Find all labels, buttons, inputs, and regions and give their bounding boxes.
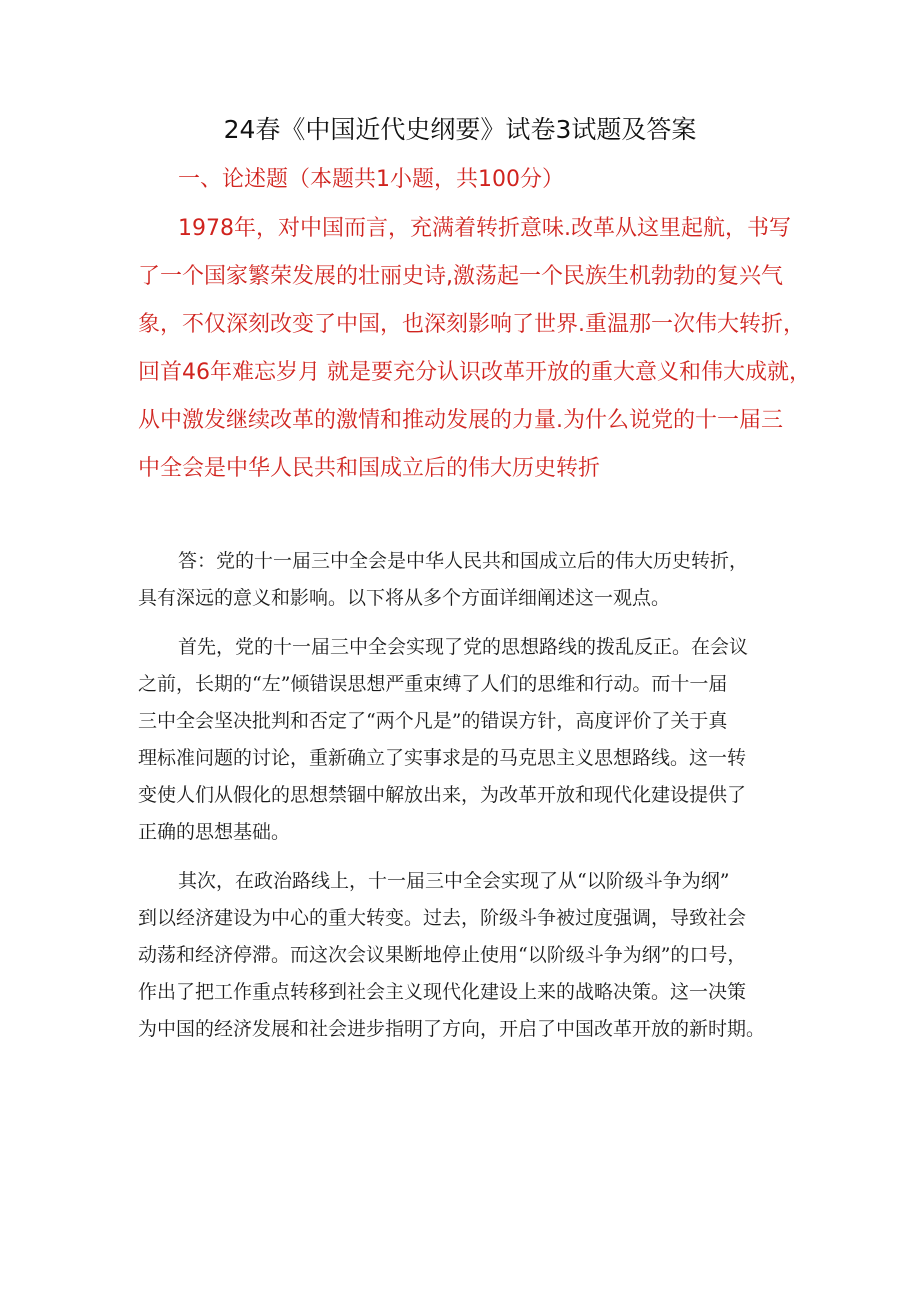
question-line: 象，不仅深刻改变了中国，也深刻影响了世界.重温那一次伟大转折，: [138, 312, 805, 337]
answer-line: 首先，党的十一届三中全会实现了党的思想路线的拨乱反正。在会议: [178, 636, 749, 658]
answer-line: 答：党的十一届三中全会是中华人民共和国成立后的伟大历史转折，: [178, 550, 749, 572]
question-line: 1978年，对中国而言，充满着转折意味.改革从这里起航，书写: [178, 216, 791, 241]
answer-line: 之前，长期的“左”倾错误思想严重束缚了人们的思维和行动。而十一届: [138, 673, 728, 695]
answer-line: 动荡和经济停滞。而这次会议果断地停止使用“以阶级斗争为纲”的口号，: [138, 944, 747, 966]
question-block: [138, 205, 811, 493]
answer-paragraph: [138, 863, 798, 1048]
answer-line: 正确的思想基础。: [138, 821, 291, 843]
answer-line: 其次，在政治路线上，十一届三中全会实现了从“以阶级斗争为纲”: [178, 870, 730, 892]
answer-line: 变使人们从假化的思想禁锢中解放出来，为改革开放和现代化建设提供了: [138, 784, 747, 806]
answer-paragraph: [138, 629, 798, 851]
answer-line: 具有深远的意义和影响。以下将从多个方面详细阐述这一观点。: [138, 587, 671, 609]
answer-line: 为中国的经济发展和社会进步指明了方向，开启了中国改革开放的新时期。: [138, 1018, 766, 1040]
answer-line: 作出了把工作重点转移到社会主义现代化建设上来的战略决策。这一决策: [138, 981, 747, 1003]
answer-block: [138, 543, 798, 1060]
question-line: 从中激发继续改革的激情和推动发展的力量.为什么说党的十一届三: [138, 408, 783, 433]
section-heading: 一、论述题（本题共1小题，共100分）: [178, 167, 564, 192]
question-line: 回首46年难忘岁月 就是要充分认识改革开放的重大意义和伟大成就，: [138, 360, 811, 385]
answer-paragraph: [138, 543, 798, 617]
document-title: 24春《中国近代史纲要》试卷3试题及答案: [223, 115, 697, 144]
answer-line: 理标准问题的讨论，重新确立了实事求是的马克思主义思想路线。这一转: [138, 747, 747, 769]
question-line: 中全会是中华人民共和国成立后的伟大历史转折: [138, 456, 601, 481]
question-line: 了一个国家繁荣发展的壮丽史诗,激荡起一个民族生机勃勃的复兴气: [138, 264, 783, 289]
answer-line: 三中全会坚决批判和否定了“两个凡是”的错误方针，高度评价了关于真: [138, 710, 728, 732]
answer-line: 到以经济建设为中心的重大转变。过去，阶级斗争被过度强调，导致社会: [138, 907, 747, 929]
